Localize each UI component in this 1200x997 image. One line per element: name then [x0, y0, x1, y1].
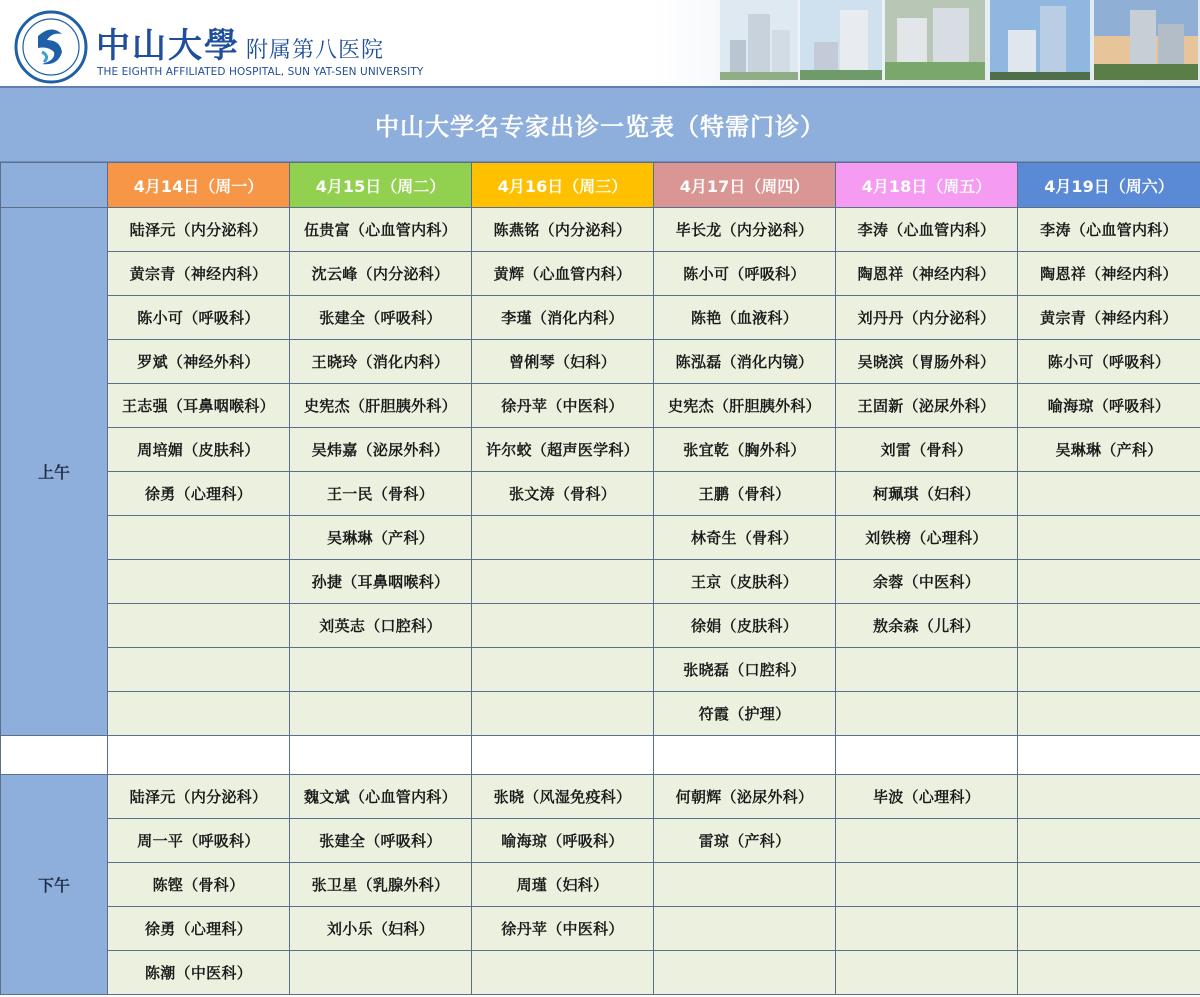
- doctor-cell: 曾俐琴（妇科）: [472, 340, 654, 384]
- table-row: [1, 340, 1200, 384]
- doctor-cell: [108, 604, 290, 648]
- doctor-cell: 王京（皮肤科）: [654, 560, 836, 604]
- hospital-name-sub: 附属第八医院: [246, 38, 385, 63]
- doctor-cell: 喻海琼（呼吸科）: [1018, 384, 1200, 428]
- doctor-cell: 陈铿（骨科）: [108, 863, 290, 907]
- doctor-cell: 张建全（呼吸科）: [290, 296, 472, 340]
- doctor-cell: [1018, 951, 1200, 995]
- doctor-cell: 徐娟（皮肤科）: [654, 604, 836, 648]
- doctor-cell: 符霞（护理）: [654, 692, 836, 736]
- doctor-cell: 伍贵富（心血管内科）: [290, 208, 472, 252]
- doctor-cell: [290, 692, 472, 736]
- doctor-cell: 徐勇（心理科）: [108, 472, 290, 516]
- doctor-cell: [108, 692, 290, 736]
- building-photo-1: [720, 0, 798, 80]
- doctor-cell: 李涛（心血管内科）: [1018, 208, 1200, 252]
- table-row: [1, 819, 1200, 863]
- doctor-cell: [472, 951, 654, 995]
- doctor-cell: 张卫星（乳腺外科）: [290, 863, 472, 907]
- table-row: [1, 692, 1200, 736]
- doctor-cell: 张晓（风湿免疫科）: [472, 775, 654, 819]
- doctor-cell: [836, 648, 1018, 692]
- separator-cell: [836, 736, 1018, 775]
- doctor-cell: [1018, 604, 1200, 648]
- table-row: [1, 775, 1200, 819]
- separator-row: [1, 736, 1200, 775]
- doctor-cell: [472, 604, 654, 648]
- doctor-cell: [836, 863, 1018, 907]
- separator-cell: [654, 736, 836, 775]
- doctor-cell: 林奇生（骨科）: [654, 516, 836, 560]
- day-header-5: 4月19日（周六）: [1018, 163, 1200, 208]
- separator-cell: [1018, 736, 1200, 775]
- doctor-cell: 沈云峰（内分泌科）: [290, 252, 472, 296]
- doctor-cell: 王一民（骨科）: [290, 472, 472, 516]
- table-row: [1, 648, 1200, 692]
- doctor-cell: 史宪杰（肝胆胰外科）: [290, 384, 472, 428]
- period-label-afternoon: 下午: [1, 775, 108, 995]
- separator-cell: [108, 736, 290, 775]
- doctor-cell: 徐丹苹（中医科）: [472, 907, 654, 951]
- doctor-cell: 陈潮（中医科）: [108, 951, 290, 995]
- doctor-cell: 王晓玲（消化内科）: [290, 340, 472, 384]
- doctor-cell: [1018, 819, 1200, 863]
- doctor-cell: 周培媚（皮肤科）: [108, 428, 290, 472]
- building-photo-4: [990, 0, 1090, 80]
- day-header-0: 4月14日（周一）: [108, 163, 290, 208]
- building-photo-5: [1094, 0, 1198, 80]
- doctor-cell: 余蓉（中医科）: [836, 560, 1018, 604]
- table-row: [1, 296, 1200, 340]
- doctor-cell: 陈小可（呼吸科）: [108, 296, 290, 340]
- doctor-cell: [472, 692, 654, 736]
- doctor-cell: 许尔蛟（超声医学科）: [472, 428, 654, 472]
- doctor-cell: [1018, 472, 1200, 516]
- title-bar: [0, 86, 1200, 162]
- table-row: [1, 472, 1200, 516]
- doctor-cell: 陈燕铭（内分泌科）: [472, 208, 654, 252]
- hospital-name-main: 中山大學: [96, 26, 240, 66]
- doctor-cell: 王鹏（骨科）: [654, 472, 836, 516]
- page-title: 中山大学名专家出诊一览表（特需门诊）: [375, 113, 825, 141]
- doctor-cell: 何朝辉（泌尿外科）: [654, 775, 836, 819]
- separator-cell: [472, 736, 654, 775]
- table-row: [1, 560, 1200, 604]
- doctor-cell: 刘英志（口腔科）: [290, 604, 472, 648]
- table-row: [1, 516, 1200, 560]
- doctor-cell: 王固新（泌尿外科）: [836, 384, 1018, 428]
- doctor-cell: [1018, 775, 1200, 819]
- doctor-cell: 周瑾（妇科）: [472, 863, 654, 907]
- building-photo-3: [885, 0, 985, 80]
- doctor-cell: 张文涛（骨科）: [472, 472, 654, 516]
- doctor-cell: 陆泽元（内分泌科）: [108, 775, 290, 819]
- doctor-cell: 敖余森（儿科）: [836, 604, 1018, 648]
- doctor-cell: 王志强（耳鼻咽喉科）: [108, 384, 290, 428]
- doctor-cell: 毕长龙（内分泌科）: [654, 208, 836, 252]
- schedule-table: [0, 162, 1200, 995]
- table-row: [1, 428, 1200, 472]
- doctor-cell: [1018, 863, 1200, 907]
- table-row: [1, 252, 1200, 296]
- doctor-cell: [290, 951, 472, 995]
- table-row: [1, 384, 1200, 428]
- doctor-cell: 陶恩祥（神经内科）: [1018, 252, 1200, 296]
- doctor-cell: [836, 692, 1018, 736]
- doctor-cell: 刘雷（骨科）: [836, 428, 1018, 472]
- doctor-cell: [472, 560, 654, 604]
- doctor-cell: 陶恩祥（神经内科）: [836, 252, 1018, 296]
- period-label-morning: 上午: [1, 208, 108, 736]
- schedule-body: [1, 208, 1200, 995]
- doctor-cell: 黄辉（心血管内科）: [472, 252, 654, 296]
- doctor-cell: [472, 516, 654, 560]
- doctor-cell: 李瑾（消化内科）: [472, 296, 654, 340]
- doctor-cell: [1018, 516, 1200, 560]
- doctor-cell: 吴炜嘉（泌尿外科）: [290, 428, 472, 472]
- doctor-cell: 刘小乐（妇科）: [290, 907, 472, 951]
- table-row: [1, 951, 1200, 995]
- building-photos: [650, 0, 1200, 86]
- hospital-name-en: THE EIGHTH AFFILIATED HOSPITAL, SUN YAT-SEN UNIVERSITY: [97, 66, 424, 78]
- doctor-cell: 周一平（呼吸科）: [108, 819, 290, 863]
- doctor-cell: [472, 648, 654, 692]
- doctor-cell: 魏文斌（心血管内科）: [290, 775, 472, 819]
- doctor-cell: 陈小可（呼吸科）: [654, 252, 836, 296]
- doctor-cell: [290, 648, 472, 692]
- table-row: [1, 604, 1200, 648]
- doctor-cell: 张建全（呼吸科）: [290, 819, 472, 863]
- day-header-2: 4月16日（周三）: [472, 163, 654, 208]
- doctor-cell: [108, 560, 290, 604]
- doctor-cell: 陈艳（血液科）: [654, 296, 836, 340]
- doctor-cell: 陈小可（呼吸科）: [1018, 340, 1200, 384]
- doctor-cell: 张宜乾（胸外科）: [654, 428, 836, 472]
- doctor-cell: 陈泓磊（消化内镜）: [654, 340, 836, 384]
- hospital-name-zh: [96, 18, 384, 67]
- table-row: [1, 907, 1200, 951]
- doctor-cell: 黄宗青（神经内科）: [108, 252, 290, 296]
- doctor-cell: 陆泽元（内分泌科）: [108, 208, 290, 252]
- table-row: [1, 863, 1200, 907]
- doctor-cell: [836, 907, 1018, 951]
- doctor-cell: [108, 516, 290, 560]
- corner-cell: [1, 163, 108, 208]
- separator-cell: [290, 736, 472, 775]
- doctor-cell: 李涛（心血管内科）: [836, 208, 1018, 252]
- doctor-cell: 徐勇（心理科）: [108, 907, 290, 951]
- building-photo-2: [800, 0, 882, 80]
- table-row: [1, 208, 1200, 252]
- doctor-cell: 史宪杰（肝胆胰外科）: [654, 384, 836, 428]
- doctor-cell: 刘铁榜（心理科）: [836, 516, 1018, 560]
- doctor-cell: 刘丹丹（内分泌科）: [836, 296, 1018, 340]
- doctor-cell: 孙捷（耳鼻咽喉科）: [290, 560, 472, 604]
- doctor-cell: 吴晓滨（胃肠外科）: [836, 340, 1018, 384]
- doctor-cell: [654, 863, 836, 907]
- day-header-1: 4月15日（周二）: [290, 163, 472, 208]
- doctor-cell: [836, 819, 1018, 863]
- doctor-cell: 喻海琼（呼吸科）: [472, 819, 654, 863]
- doctor-cell: [108, 648, 290, 692]
- doctor-cell: [1018, 560, 1200, 604]
- doctor-cell: [1018, 907, 1200, 951]
- doctor-cell: 黄宗青（神经内科）: [1018, 296, 1200, 340]
- doctor-cell: 吴琳琳（产科）: [1018, 428, 1200, 472]
- hospital-logo-icon: [14, 10, 88, 84]
- doctor-cell: [836, 951, 1018, 995]
- doctor-cell: 吴琳琳（产科）: [290, 516, 472, 560]
- page-header: [0, 0, 1200, 86]
- day-header-4: 4月18日（周五）: [836, 163, 1018, 208]
- doctor-cell: 张晓磊（口腔科）: [654, 648, 836, 692]
- doctor-cell: 雷琼（产科）: [654, 819, 836, 863]
- separator-cell: [1, 736, 108, 775]
- doctor-cell: 徐丹苹（中医科）: [472, 384, 654, 428]
- doctor-cell: 毕波（心理科）: [836, 775, 1018, 819]
- doctor-cell: 罗斌（神经外科）: [108, 340, 290, 384]
- doctor-cell: [654, 907, 836, 951]
- doctor-cell: [1018, 648, 1200, 692]
- doctor-cell: [654, 951, 836, 995]
- doctor-cell: [1018, 692, 1200, 736]
- doctor-cell: 柯珮琪（妇科）: [836, 472, 1018, 516]
- day-header-row: [1, 163, 1200, 208]
- day-header-3: 4月17日（周四）: [654, 163, 836, 208]
